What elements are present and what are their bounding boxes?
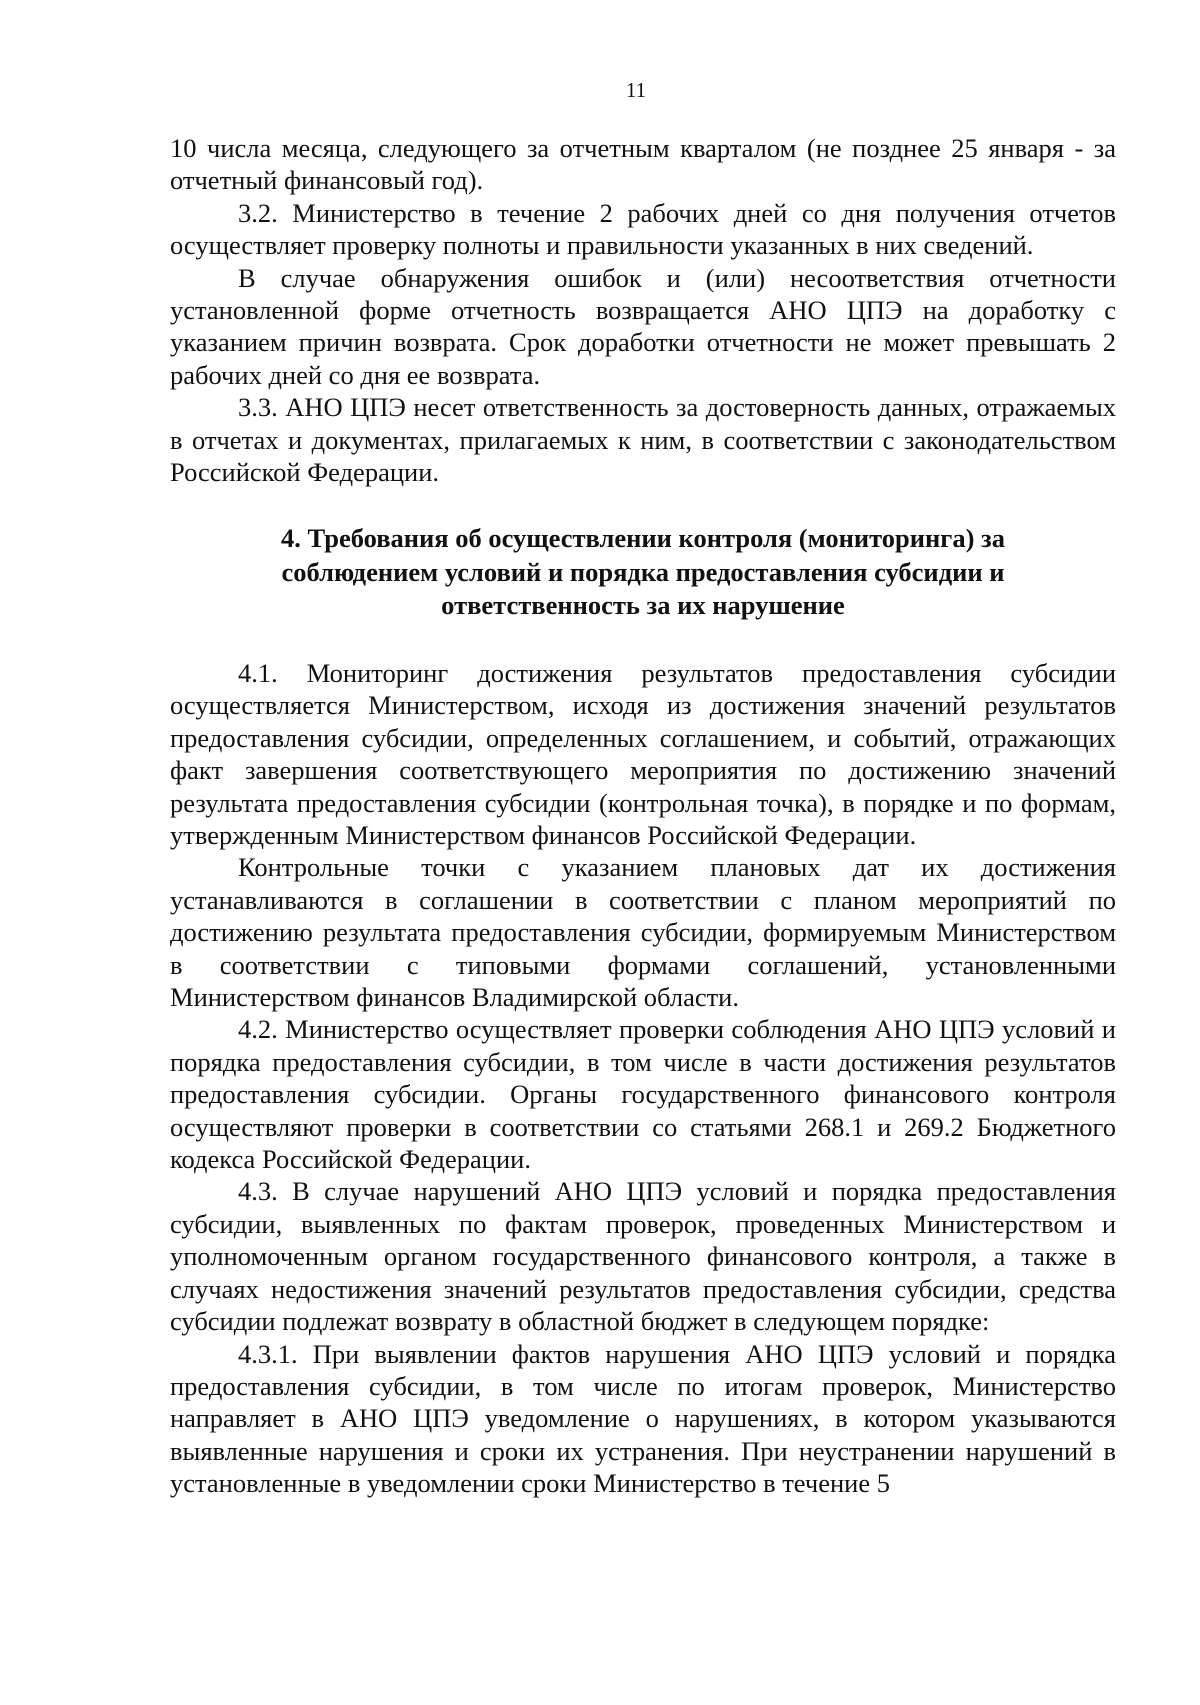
paragraph-4-3: 4.3. В случае нарушений АНО ЦПЭ условий и порядка предоставления субсидии, выявленных по фактам проверок, проведенных Министерством и уполномоченным органом государственного финансового контроля, а также в случаях недостижения значений результатов предоставления субсидии, средства субсидии подлежат возврату в областной бюджет в следующем порядке:	[170, 1176, 1116, 1337]
section-4-heading	[170, 522, 1116, 623]
section-heading-line: 4. Требования об осуществлении контроля (мониторинга) за	[281, 523, 1005, 554]
paragraph-4-3-1: 4.3.1. При выявлении фактов нарушения АНО ЦПЭ условий и порядка предоставления субсидии, в том числе по итогам проверок, Министерство направляет в АНО ЦПЭ уведомление о нарушениях, в котором указываются выявленные нарушения и сроки их устранения. При неустранении нарушений в установленные в уведомлении сроки Министерство в течение 5	[170, 1338, 1116, 1499]
document-body	[170, 132, 1116, 1500]
paragraph-3-3: 3.3. АНО ЦПЭ несет ответственность за достоверность данных, отражаемых в отчетах и документах, прилагаемых к ним, в соответствии с законодательством Российской Федерации.	[170, 392, 1116, 488]
paragraph-3-2: 3.2. Министерство в течение 2 рабочих дней со дня получения отчетов осуществляет проверку полноты и правильности указанных в них сведений.	[170, 197, 1116, 261]
paragraph-4-1: 4.1. Мониторинг достижения результатов предоставления субсидии осуществляется Министерством, исходя из достижения значений результатов предоставления субсидии, определенных соглашением, и событий, отражающих факт завершения соответствующего мероприятия по достижению значений результата предоставления субсидии (контрольная точка), в порядке и по формам, утвержденным Министерством финансов Российской Федерации.	[170, 657, 1116, 850]
section-heading-line: ответственность за их нарушение	[441, 590, 845, 621]
paragraph-continuation: 10 числа месяца, следующего за отчетным кварталом (не позднее 25 января - за отчетный финансовый год).	[170, 133, 1116, 196]
section-heading-line: соблюдением условий и порядка предоставления субсидии и	[281, 556, 1005, 587]
page-number: 11	[625, 78, 647, 102]
paragraph-control-points: Контрольные точки с указанием плановых дат их достижения устанавливаются в соглашении в соответствии с планом мероприятий по достижению результата предоставления субсидии, формируемым Министерством в соответствии с типовыми формами соглашений, установленными Министерством финансов Владимирской области.	[170, 852, 1116, 1013]
paragraph-errors-return: В случае обнаружения ошибок и (или) несоответствия отчетности установленной форме отчетность возвращается АНО ЦПЭ на доработку с указанием причин возврата. Срок доработки отчетности не может превышать 2 рабочих дней со дня ее возврата.	[170, 262, 1116, 390]
paragraph-4-2: 4.2. Министерство осуществляет проверки соблюдения АНО ЦПЭ условий и порядка предоставления субсидии, в том числе в части достижения результатов предоставления субсидии. Органы государственного финансового контроля осуществляют проверки в соответствии со статьями 268.1 и 269.2 Бюджетного кодекса Российской Федерации.	[170, 1014, 1116, 1175]
